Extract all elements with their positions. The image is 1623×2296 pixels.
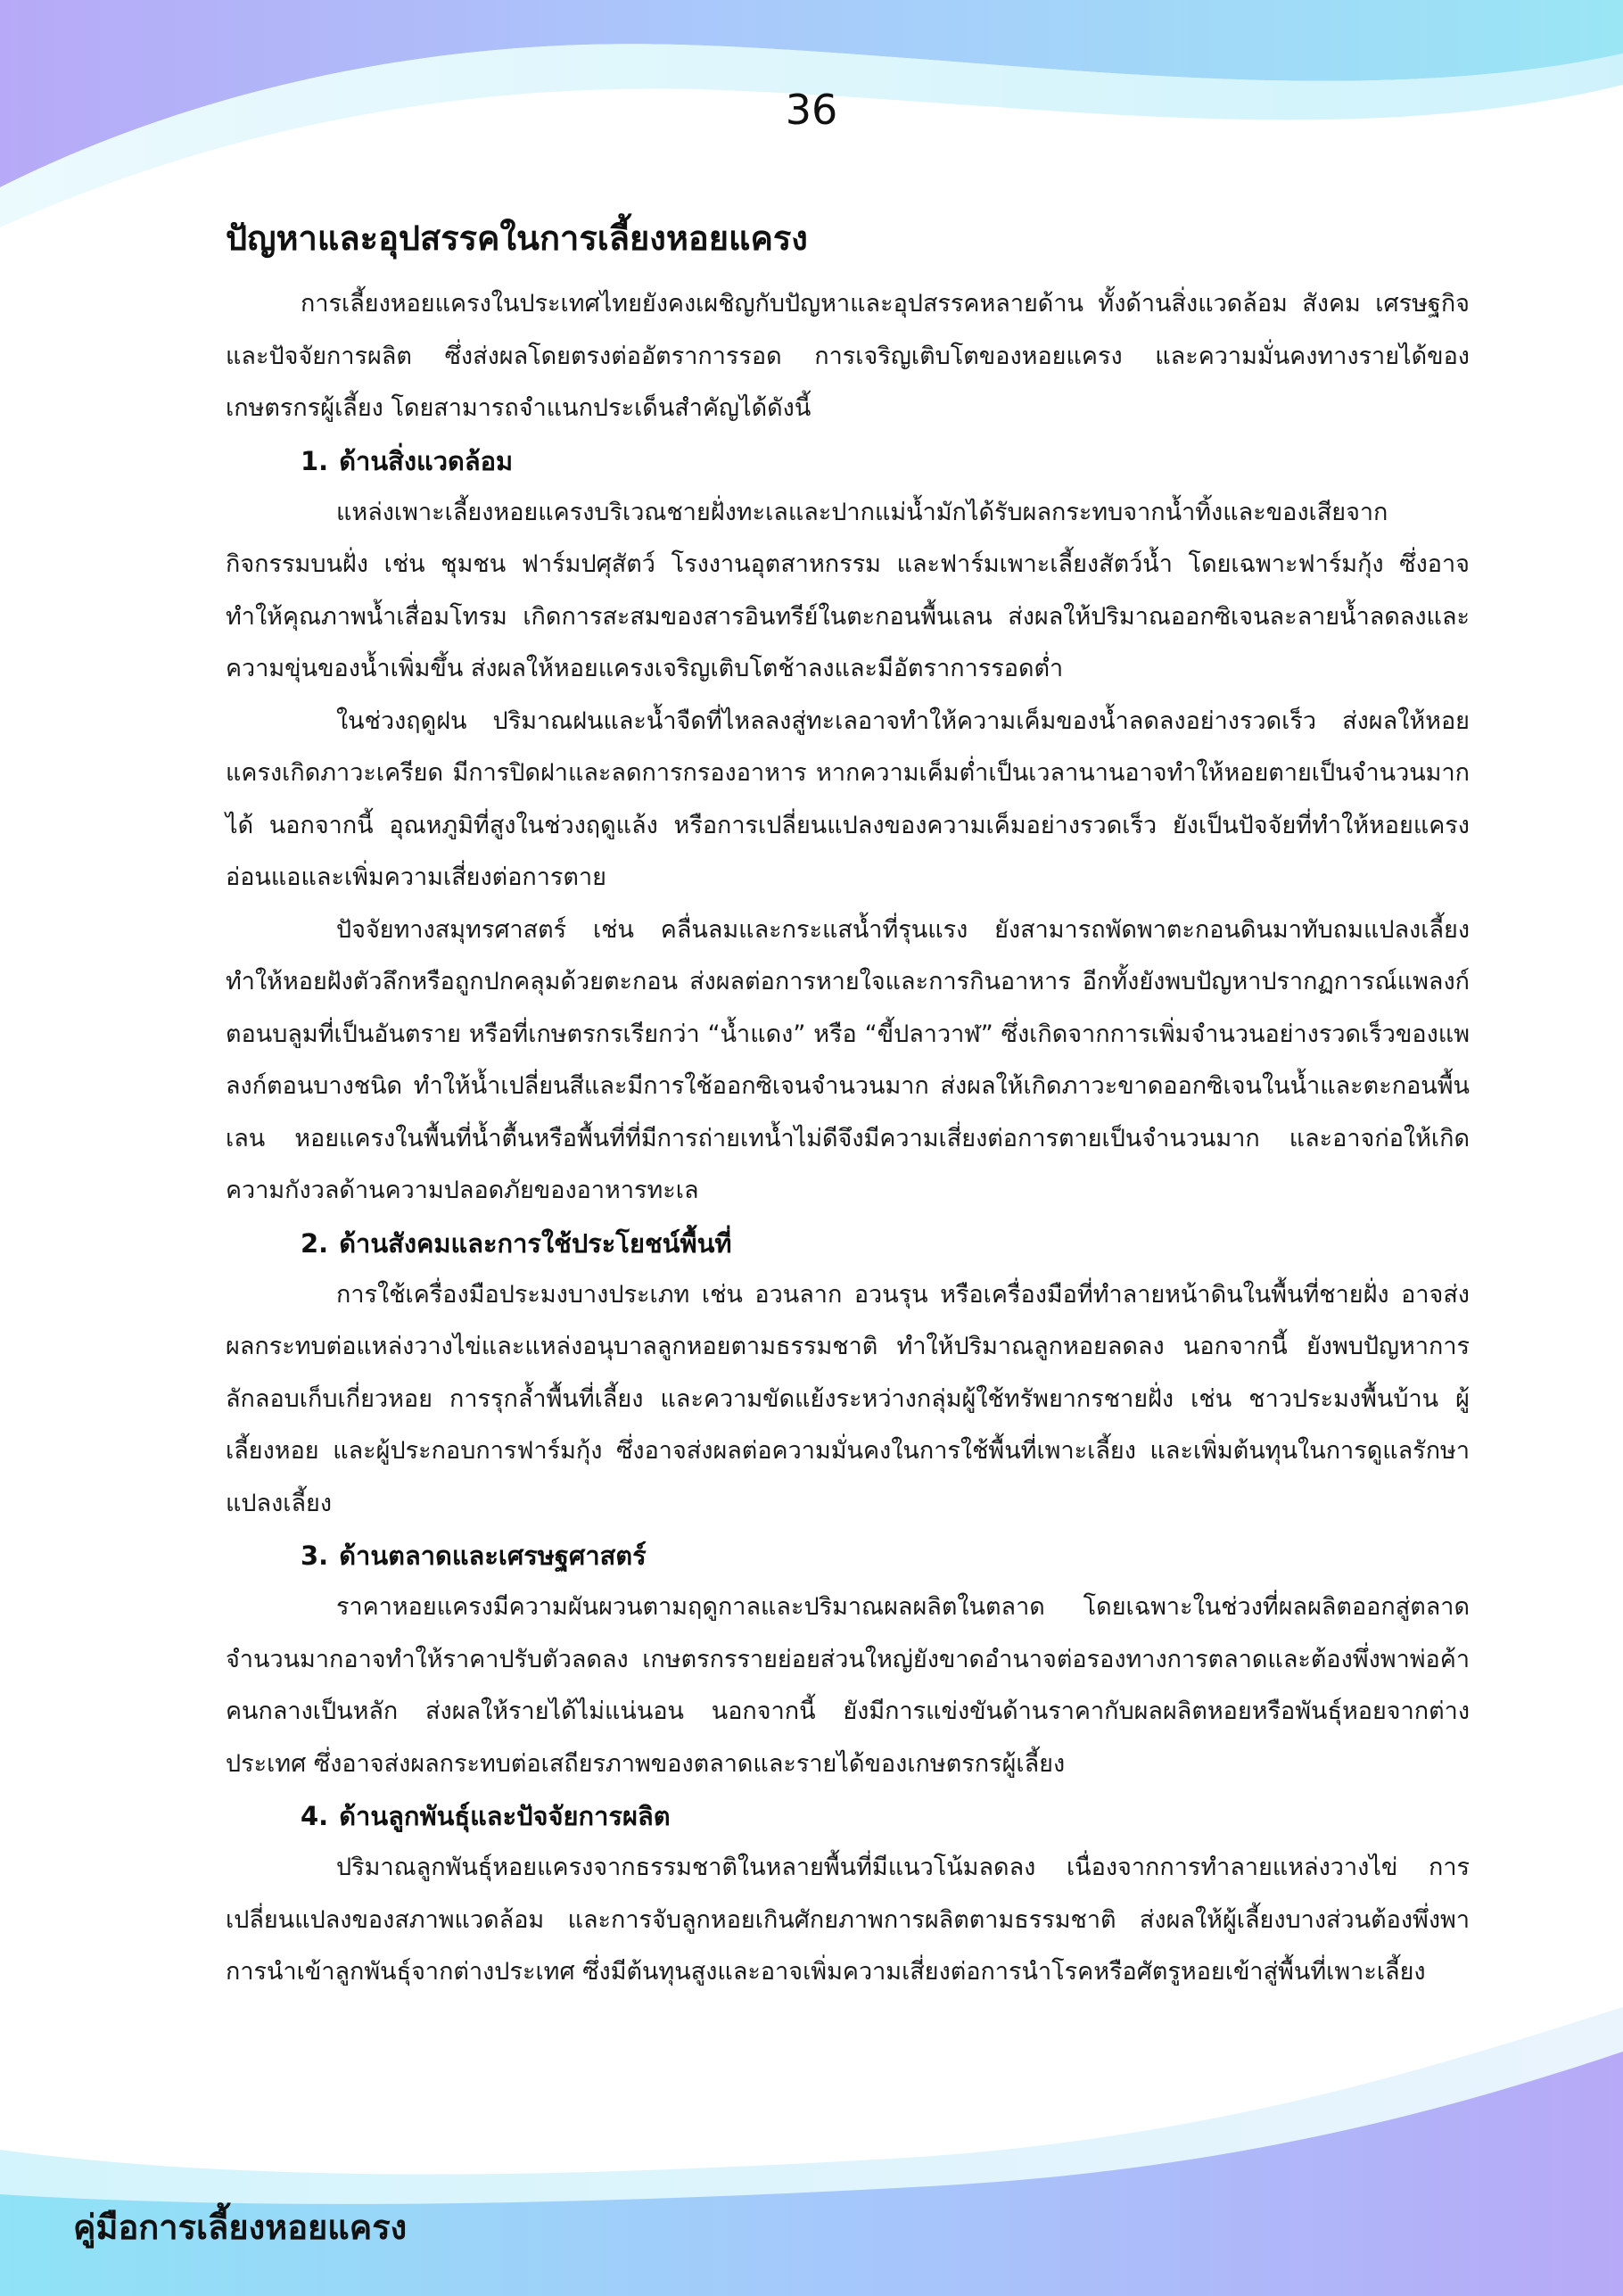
subsection-heading-market	[226, 1530, 1470, 1582]
subsection-heading-environment	[226, 435, 1470, 487]
subsection-title: ด้านลูกพันธุ์และปัจจัยการผลิต	[339, 1801, 671, 1831]
subsection-number: 2.	[301, 1227, 329, 1259]
subsection-heading-seed	[226, 1790, 1470, 1842]
section-title: ปัญหาและอุปสรรคในการเลี้ยงหอยแครง	[226, 219, 808, 258]
subsection-title: ด้านตลาดและเศรษฐศาสตร์	[339, 1540, 647, 1571]
footer-book-title: คู่มือการเลี้ยงหอยแครง	[73, 2208, 408, 2247]
page-number: 36	[785, 86, 838, 134]
document-body	[226, 212, 1470, 1999]
subsection-number: 1.	[301, 445, 329, 476]
subsection-title: ด้านสิ่งแวดล้อม	[339, 445, 514, 476]
subsection-title: ด้านสังคมและการใช้ประโยชน์พื้นที่	[339, 1227, 732, 1259]
subsection-heading-social	[226, 1218, 1470, 1269]
subsection-number: 3.	[301, 1540, 329, 1571]
paragraph: ปัจจัยทางสมุทรศาสตร์ เช่น คลื่นลมและกระแสน้ำที่รุนแรง ยังสามารถพัดพาตะกอนดินมาทับถมแปลงเลี้ยง ทำให้หอยฝังตัวลึกหรือถูกปกคลุมด้วยตะกอน ส่งผลต่อการหายใจและการกินอาหาร อีกทั้งยังพบปัญหาปรากฏการณ์แพลงก์ตอนบลูมที่เป็นอันตราย หรือที่เกษตรกรเรียกว่า “น้ำแดง” หรือ “ขี้ปลาวาฬ” ซึ่งเกิดจากการเพิ่มจำนวนอย่างรวดเร็วของแพลงก์ตอนบางชนิด ทำให้น้ำเปลี่ยนสีและมีการใช้ออกซิเจนจำนวนมาก ส่งผลให้เกิดภาวะขาดออกซิเจนในน้ำและตะกอนพื้นเลน หอยแครงในพื้นที่น้ำตื้นหรือพื้นที่ที่มีการถ่ายเทน้ำไม่ดีจึงมีความเสี่ยงต่อการตายเป็นจำนวนมาก และอาจก่อให้เกิดความกังวลด้านความปลอดภัยของอาหารทะเล	[226, 915, 1470, 1204]
paragraph: ในช่วงฤดูฝน ปริมาณฝนและน้ำจืดที่ไหลลงสู่ทะเลอาจทำให้ความเค็มของน้ำลดลงอย่างรวดเร็ว ส่งผลให้หอยแครงเกิดภาวะเครียด มีการปิดฝาและลดการกรองอาหาร หากความเค็มต่ำเป็นเวลานานอาจทำให้หอยตายเป็นจำนวนมากได้ นอกจากนี้ อุณหภูมิที่สูงในช่วงฤดูแล้ง หรือการเปลี่ยนแปลงของความเค็มอย่างรวดเร็ว ยังเป็นปัจจัยที่ทำให้หอยแครงอ่อนแอและเพิ่มความเสี่ยงต่อการตาย	[226, 706, 1470, 891]
intro-paragraph: การเลี้ยงหอยแครงในประเทศไทยยังคงเผชิญกับปัญหาและอุปสรรคหลายด้าน ทั้งด้านสิ่งแวดล้อม สังคม เศรษฐกิจ และปัจจัยการผลิต ซึ่งส่งผลโดยตรงต่ออัตราการรอด การเจริญเติบโตของหอยแครง และความมั่นคงทางรายได้ของเกษตรกรผู้เลี้ยง โดยสามารถจำแนกประเด็นสำคัญได้ดังนี้	[226, 290, 1470, 422]
subsection-number: 4.	[301, 1801, 329, 1831]
paragraph: แหล่งเพาะเลี้ยงหอยแครงบริเวณชายฝั่งทะเลและปากแม่น้ำมักได้รับผลกระทบจากน้ำทิ้งและของเสียจากกิจกรรมบนฝั่ง เช่น ชุมชน ฟาร์มปศุสัตว์ โรงงานอุตสาหกรรม และฟาร์มเพาะเลี้ยงสัตว์น้ำ โดยเฉพาะฟาร์มกุ้ง ซึ่งอาจทำให้คุณภาพน้ำเสื่อมโทรม เกิดการสะสมของสารอินทรีย์ในตะกอนพื้นเลน ส่งผลให้ปริมาณออกซิเจนละลายน้ำลดลงและความขุ่นของน้ำเพิ่มขึ้น ส่งผลให้หอยแครงเจริญเติบโตช้าลงและมีอัตราการรอดต่ำ	[226, 498, 1470, 682]
paragraph: ราคาหอยแครงมีความผันผวนตามฤดูกาลและปริมาณผลผลิตในตลาด โดยเฉพาะในช่วงที่ผลผลิตออกสู่ตลาดจำนวนมากอาจทำให้ราคาปรับตัวลดลง เกษตรกรรายย่อยส่วนใหญ่ยังขาดอำนาจต่อรองทางการตลาดและต้องพึ่งพาพ่อค้าคนกลางเป็นหลัก ส่งผลให้รายได้ไม่แน่นอน นอกจากนี้ ยังมีการแข่งขันด้านราคากับผลผลิตหอยหรือพันธุ์หอยจากต่างประเทศ ซึ่งอาจส่งผลกระทบต่อเสถียรภาพของตลาดและรายได้ของเกษตรกรผู้เลี้ยง	[226, 1593, 1470, 1778]
paragraph: ปริมาณลูกพันธุ์หอยแครงจากธรรมชาติในหลายพื้นที่มีแนวโน้มลดลง เนื่องจากการทำลายแหล่งวางไข่ การเปลี่ยนแปลงของสภาพแวดล้อม และการจับลูกหอยเกินศักยภาพการผลิตตามธรรมชาติ ส่งผลให้ผู้เลี้ยงบางส่วนต้องพึ่งพาการนำเข้าลูกพันธุ์จากต่างประเทศ ซึ่งมีต้นทุนสูงและอาจเพิ่มความเสี่ยงต่อการนำโรคหรือศัตรูหอยเข้าสู่พื้นที่เพาะเลี้ยง	[226, 1854, 1470, 1986]
paragraph: การใช้เครื่องมือประมงบางประเภท เช่น อวนลาก อวนรุน หรือเครื่องมือที่ทำลายหน้าดินในพื้นที่ชายฝั่ง อาจส่งผลกระทบต่อแหล่งวางไข่และแหล่งอนุบาลลูกหอยตามธรรมชาติ ทำให้ปริมาณลูกหอยลดลง นอกจากนี้ ยังพบปัญหาการลักลอบเก็บเกี่ยวหอย การรุกล้ำพื้นที่เลี้ยง และความขัดแย้งระหว่างกลุ่มผู้ใช้ทรัพยากรชายฝั่ง เช่น ชาวประมงพื้นบ้าน ผู้เลี้ยงหอย และผู้ประกอบการฟาร์มกุ้ง ซึ่งอาจส่งผลต่อความมั่นคงในการใช้พื้นที่เพาะเลี้ยง และเพิ่มต้นทุนในการดูแลรักษาแปลงเลี้ยง	[226, 1280, 1470, 1517]
